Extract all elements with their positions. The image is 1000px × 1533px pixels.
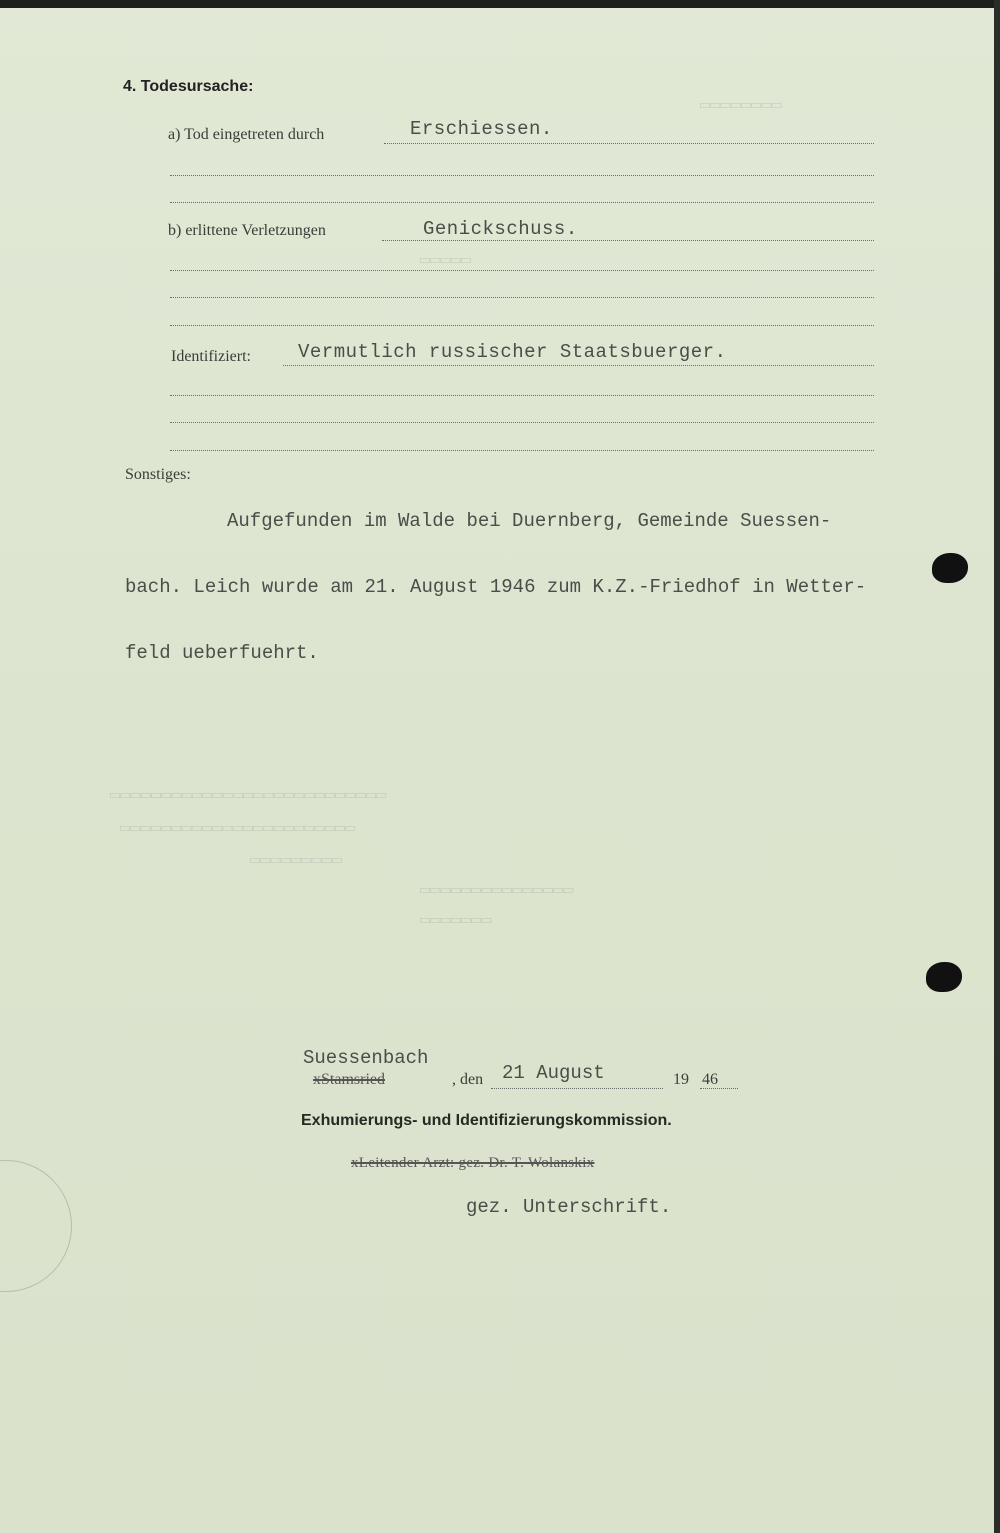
other-line-3: feld ueberfuehrt. xyxy=(125,642,319,664)
year-suffix: 46 xyxy=(702,1071,718,1088)
commission-title: Exhumierungs- und Identifizierungskommission. xyxy=(301,1112,672,1129)
bleed-through: ▭▭▭▭▭ xyxy=(420,252,472,271)
signature-note: gez. Unterschrift. xyxy=(466,1196,672,1218)
dotted-line xyxy=(170,450,874,451)
dotted-line xyxy=(170,325,874,326)
identified-value: Vermutlich russischer Staatsbuerger. xyxy=(298,341,727,363)
cause-a-label: a) Tod eingetreten durch xyxy=(168,126,325,143)
den-label: , den xyxy=(452,1071,484,1088)
bleed-through: ▭▭▭▭▭▭▭ xyxy=(420,912,492,931)
year-prefix: 19 xyxy=(673,1071,689,1088)
section-heading: 4. Todesursache: xyxy=(123,78,254,95)
struck-signature-line: xLeitender Arzt: gez. Dr. T. Wolanskix xyxy=(351,1155,595,1171)
scan-top-edge xyxy=(0,0,1000,8)
bleed-through: ▭▭▭▭▭▭▭▭ xyxy=(700,97,782,116)
punch-hole xyxy=(932,553,968,583)
cause-b-label: b) erlittene Verletzungen xyxy=(168,222,326,239)
dotted-line xyxy=(382,240,874,241)
place-struck: xStamsried xyxy=(313,1071,385,1088)
dotted-line xyxy=(170,202,874,203)
cause-b-value: Genickschuss. xyxy=(423,218,578,240)
bleed-through: ▭▭▭▭▭▭▭▭▭▭▭▭▭▭▭▭▭▭▭▭▭▭▭▭▭▭▭ xyxy=(110,787,387,806)
dotted-line xyxy=(491,1088,663,1089)
identified-label: Identifiziert: xyxy=(171,348,251,365)
dotted-line xyxy=(170,297,874,298)
dotted-line xyxy=(283,365,874,366)
other-label: Sonstiges: xyxy=(125,466,191,483)
dotted-line xyxy=(170,422,874,423)
dotted-line xyxy=(700,1088,738,1089)
date-value: 21 August xyxy=(502,1062,605,1084)
dotted-line xyxy=(384,143,874,144)
scan-right-edge xyxy=(994,0,1000,1533)
bleed-through: ▭▭▭▭▭▭▭▭▭▭▭▭▭▭▭▭▭▭▭▭▭▭▭ xyxy=(120,820,356,839)
cause-a-value: Erschiessen. xyxy=(410,118,553,140)
other-line-2: bach. Leich wurde am 21. August 1946 zum K.Z.-Friedhof in Wetter- xyxy=(125,576,867,598)
place-typed: Suessenbach xyxy=(303,1047,429,1069)
faint-stamp-mark xyxy=(0,1160,72,1292)
bleed-through: ▭▭▭▭▭▭▭▭▭▭▭▭▭▭▭ xyxy=(420,882,574,901)
other-section xyxy=(125,466,945,664)
punch-hole xyxy=(926,962,962,992)
bleed-through: ▭▭▭▭▭▭▭▭▭ xyxy=(250,852,343,871)
dotted-line xyxy=(170,270,874,271)
dotted-line xyxy=(170,175,874,176)
dotted-line xyxy=(170,395,874,396)
other-line-1: Aufgefunden im Walde bei Duernberg, Gemeinde Suessen- xyxy=(227,510,832,532)
